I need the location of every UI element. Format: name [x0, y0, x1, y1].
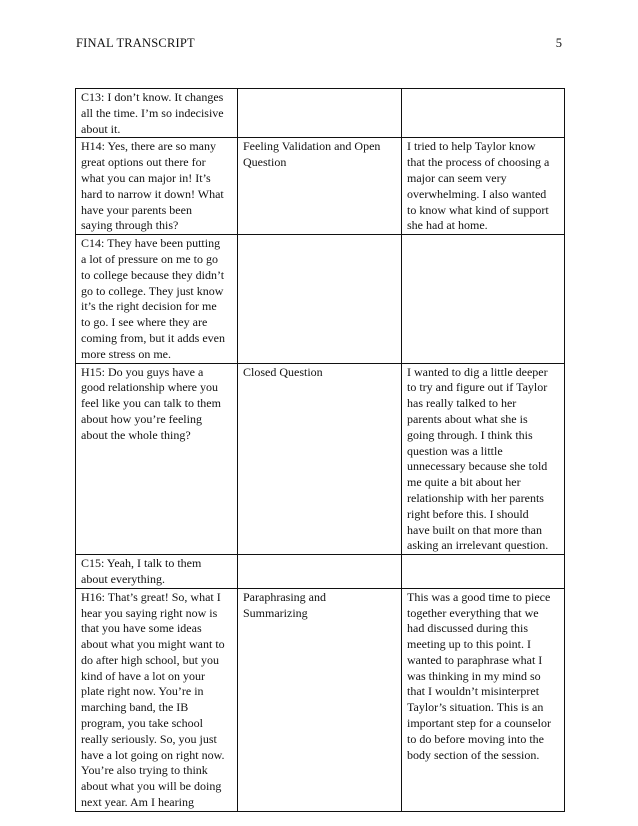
- technique-cell: [238, 235, 402, 363]
- dialogue-cell: C15: Yeah, I talk to them about everything.: [76, 555, 238, 589]
- technique-cell: [238, 89, 402, 138]
- page-header: [76, 36, 562, 52]
- technique-cell: Feeling Validation and Open Question: [238, 138, 402, 235]
- document-title: FINAL TRANSCRIPT: [76, 36, 195, 50]
- table-row: [76, 89, 565, 138]
- table-row: [76, 235, 565, 363]
- technique-cell: Paraphrasing and Summarizing: [238, 588, 402, 811]
- reflection-cell: I wanted to dig a little deeper to try and figure out if Taylor has really talked to her parents about what she is going through. I think this question was a little unnecessary because she told me quite a bit about her relationship with her parents right before this. I should have built on that more than asking an irrelevant question.: [402, 363, 565, 555]
- dialogue-cell: H15: Do you guys have a good relationship where you feel like you can talk to them about how you’re feeling about the whole thing?: [76, 363, 238, 555]
- table-row: [76, 588, 565, 811]
- reflection-cell: [402, 555, 565, 589]
- technique-cell: Closed Question: [238, 363, 402, 555]
- table-row: [76, 138, 565, 235]
- dialogue-cell: H16: That’s great! So, what I hear you saying right now is that you have some ideas about what you might want to do after high school, but you kind of have a lot on your plate right now. You’re in marching band, the IB program, you take school really seriously. So, you just have a lot going on right now. You’re also trying to think about what you will be doing next year. Am I hearing: [76, 588, 238, 811]
- dialogue-cell: C14: They have been putting a lot of pressure on me to go to college because they didn’t go to college. They just know it’s the right decision for me to go. I see where they are coming from, but it adds even more stress on me.: [76, 235, 238, 363]
- table-row: [76, 555, 565, 589]
- technique-cell: [238, 555, 402, 589]
- reflection-cell: [402, 235, 565, 363]
- table-row: [76, 363, 565, 555]
- reflection-cell: This was a good time to piece together everything that we had discussed during this meeting up to this point. I wanted to paraphrase what I was thinking in my mind so that I wouldn’t misinterpret Taylor’s situation. This is an important step for a counselor to do before moving into the body section of the session.: [402, 588, 565, 811]
- transcript-table: [75, 88, 565, 812]
- dialogue-cell: H14: Yes, there are so many great options out there for what you can major in! It’s hard to narrow it down! What have your parents been saying through this?: [76, 138, 238, 235]
- reflection-cell: I tried to help Taylor know that the process of choosing a major can seem very overwhelming. I also wanted to know what kind of support she had at home.: [402, 138, 565, 235]
- dialogue-cell: C13: I don’t know. It changes all the time. I’m so indecisive about it.: [76, 89, 238, 138]
- reflection-cell: [402, 89, 565, 138]
- page-number: 5: [555, 36, 562, 50]
